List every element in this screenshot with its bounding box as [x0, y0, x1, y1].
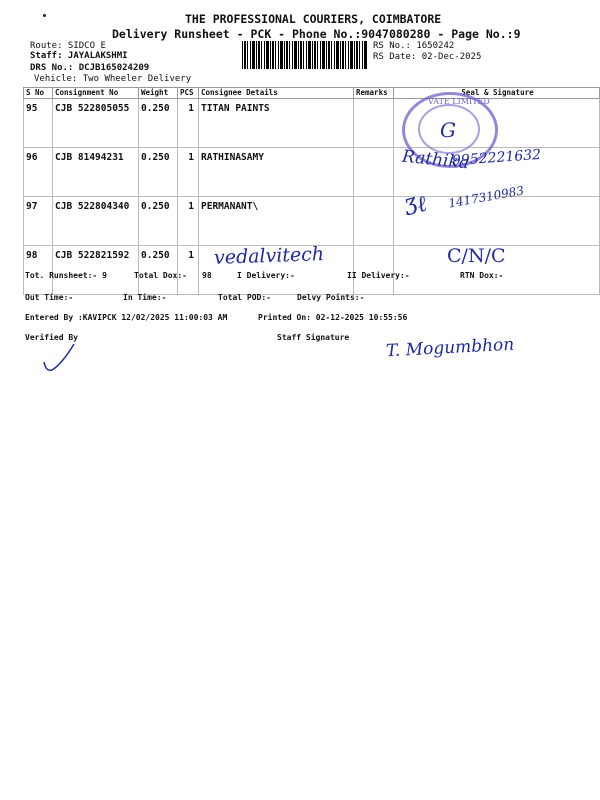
ii-delivery: II Delivery:-: [347, 271, 410, 280]
cell-remarks: [354, 197, 394, 246]
table-row: [24, 99, 600, 148]
col-weight: Weight: [139, 88, 178, 99]
total-dox-label: Total Dox:-: [134, 271, 187, 280]
runsheet-subtitle: Delivery Runsheet - PCK - Phone No.:9047080280 - Page No.:9: [112, 27, 521, 41]
company-title: THE PROFESSIONAL COURIERS, COIMBATORE: [185, 12, 442, 26]
verified-by: Verified By: [25, 333, 78, 342]
drs-number: DRS No.: DCJB165024209: [30, 63, 150, 73]
cell-remarks: [354, 99, 394, 148]
out-time: Out Time:-: [25, 293, 74, 302]
speck: [43, 14, 46, 17]
table-row: [24, 197, 600, 246]
table-header-row: [24, 88, 600, 99]
cell-consignee: PERMANANT\: [199, 197, 354, 246]
cell-remarks: [354, 246, 394, 295]
receiver-phone-96: 9952221632: [451, 146, 542, 170]
cell-sno: 97: [24, 197, 53, 246]
cell-remarks: [354, 148, 394, 197]
stamp-signature: G: [440, 118, 456, 142]
cell-consignment: CJB 81494231: [53, 148, 139, 197]
i-delivery: I Delivery:-: [237, 271, 295, 280]
col-seal: Seal & Signature: [394, 88, 600, 99]
staff: Staff: JAYALAKSHMI: [30, 51, 128, 61]
cell-consignment: CJB 522821592: [53, 246, 139, 295]
handwritten-company-98: vedalvitech: [213, 243, 325, 269]
cell-consignee: TITAN PAINTS: [199, 99, 354, 148]
col-pcs: PCS: [178, 88, 199, 99]
route: Route: SIDCO E: [30, 41, 106, 51]
cell-pcs: 1: [178, 148, 199, 197]
handwritten-note-98: C/N/C: [447, 245, 506, 267]
total-pod: Total POD:-: [218, 293, 271, 302]
rs-date: RS Date: 02-Dec-2025: [373, 52, 482, 62]
stamp-text: VATE LIMITED: [428, 97, 490, 106]
receiver-name-96: Rathika: [401, 146, 470, 174]
col-consignee: Consignee Details: [199, 88, 354, 99]
printed-on: Printed On: 02-12-2025 10:55:56: [258, 313, 408, 322]
cell-sno: 98: [24, 246, 53, 295]
col-remarks: Remarks: [354, 88, 394, 99]
cell-consignee: RATHINASAMY: [199, 148, 354, 197]
staff-signature: T. Mogumbhon: [385, 334, 515, 362]
tot-runsheet: Tot. Runsheet:- 9: [25, 271, 107, 280]
cell-weight: 0.250: [139, 197, 178, 246]
cell-pcs: 1: [178, 99, 199, 148]
cell-pcs: 1: [178, 246, 199, 295]
signature-97: Ӡℓ: [402, 191, 430, 222]
delvy-points: Delvy Points:-: [297, 293, 365, 302]
verifier-checkmark: [40, 340, 80, 376]
cell-consignment: CJB 522805055: [53, 99, 139, 148]
cell-weight: 0.250: [139, 246, 178, 295]
barcode: [242, 41, 368, 69]
rtn-dox: RTN Dox:-: [460, 271, 504, 280]
cell-sno: 96: [24, 148, 53, 197]
entered-by: Entered By :KAVIPCK 12/02/2025 11:00:03 AM: [25, 313, 228, 322]
total-dox-value: 98: [202, 271, 212, 280]
cell-weight: 0.250: [139, 148, 178, 197]
rs-number: RS No.: 1650242: [373, 41, 455, 51]
vehicle: Vehicle: Two Wheeler Delivery: [34, 74, 192, 84]
in-time: In Time:-: [123, 293, 167, 302]
col-consignment: Consignment No: [53, 88, 139, 99]
cell-pcs: 1: [178, 197, 199, 246]
cell-sno: 95: [24, 99, 53, 148]
staff-signature-label: Staff Signature: [277, 333, 350, 342]
receiver-number-97: 1417310983: [447, 183, 525, 211]
cell-consignment: CJB 522804340: [53, 197, 139, 246]
cell-weight: 0.250: [139, 99, 178, 148]
col-sno: S No: [24, 88, 53, 99]
